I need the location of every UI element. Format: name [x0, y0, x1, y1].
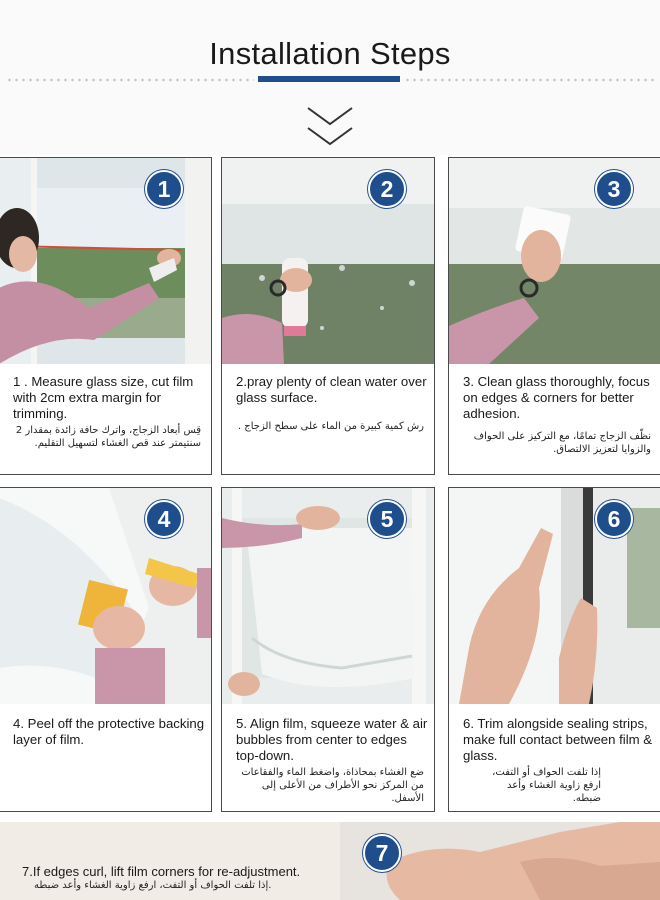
- step-arabic-caption-5: ضع الغشاء بمحاذاة، واضغط الماء والفقاعات من المركز نحو الأطراف من الأعلى إلى الأسفل.: [241, 767, 424, 804]
- step-card-6: [448, 487, 660, 812]
- step-card-2: [221, 157, 435, 475]
- step-arabic-caption-2: رش كمية كبيرة من الماء على سطح الزجاج .: [237, 421, 424, 432]
- step-card-4: [0, 487, 212, 812]
- title-underline: [258, 76, 400, 82]
- double-chevron-down-icon: [306, 106, 354, 148]
- step-7-banner: [0, 822, 660, 900]
- page-header: [0, 0, 660, 155]
- step-number-badge-5: 5: [368, 500, 406, 538]
- step-arabic-caption-1: قِس أبعاد الزجاج، واترك حافة زائدة بمقدار 2 سنتيمتر عند قص الغشاء لتسهيل التقليم.: [15, 425, 201, 449]
- step-caption-7: 7.If edges curl, lift film corners for re-adjustment.: [22, 864, 301, 879]
- step-number-badge-7: 7: [363, 834, 401, 872]
- step-arabic-caption-7: إذا تلفت الحواف أو التفت، ارفع زاوية الغشاء وأعد ضبطه.: [34, 880, 272, 891]
- dotted-divider-left: [6, 77, 254, 83]
- step-card-5: [221, 487, 435, 812]
- step-arabic-caption-6: إذا تلفت الحواف أو التفت، ارفع زاوية الغشاء وأعد ضبطه.: [492, 767, 601, 804]
- step-card-1: [0, 157, 212, 475]
- step-caption-2: 2.pray plenty of clean water over glass surface.: [236, 374, 427, 405]
- step-number-badge-6: 6: [595, 500, 633, 538]
- step-number-badge-2: 2: [368, 170, 406, 208]
- step-number-badge-1: 1: [145, 170, 183, 208]
- step-caption-5: 5. Align film, squeeze water & air bubbles from center to edges top-down.: [236, 716, 428, 763]
- step-caption-3: 3. Clean glass thoroughly, focus on edges & corners for better adhesion.: [463, 374, 650, 421]
- step-number-badge-4: 4: [145, 500, 183, 538]
- page-title: Installation Steps: [209, 36, 451, 71]
- step-caption-6: 6. Trim alongside sealing strips, make full contact between film & glass.: [463, 716, 653, 763]
- step-arabic-caption-3: نظّف الزجاج تمامًا، مع التركيز على الحواف والزوايا لتعزيز الالتصاق.: [473, 431, 651, 455]
- step-number-badge-3: 3: [595, 170, 633, 208]
- step-card-3: [448, 157, 660, 475]
- step-caption-1: 1 . Measure glass size, cut film with 2cm extra margin for trimming.: [13, 374, 194, 421]
- dotted-divider-right: [404, 77, 654, 83]
- step-caption-4: 4. Peel off the protective backing layer of film.: [13, 716, 205, 747]
